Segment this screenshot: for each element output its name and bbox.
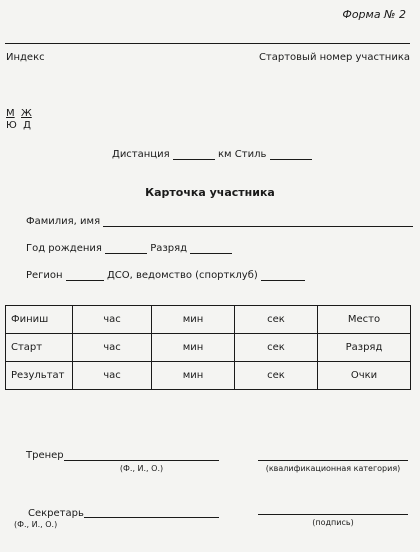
- table-row: [6, 334, 411, 362]
- region-club-row: [26, 270, 305, 281]
- rank-field[interactable]: [190, 243, 232, 254]
- gender-female: Ж: [21, 108, 32, 119]
- qualification-hint: (квалификационная категория): [265, 464, 401, 473]
- row-label-result: Результат: [6, 362, 73, 390]
- row-label-finish: Финиш: [6, 306, 73, 334]
- minutes-cell[interactable]: мин: [152, 334, 235, 362]
- row-label-start: Старт: [6, 334, 73, 362]
- times-table: [5, 305, 411, 390]
- start-number-label: Стартовый номер участника: [258, 52, 410, 63]
- birth-year-label: Год рождения: [26, 243, 102, 254]
- name-row: [26, 216, 413, 227]
- gender-male: М: [6, 108, 15, 119]
- rank-label: Разряд: [150, 243, 188, 254]
- form-number: Форма № 2: [342, 8, 406, 21]
- name-field[interactable]: [103, 216, 413, 227]
- birth-year-field[interactable]: [105, 243, 147, 254]
- rank-cell[interactable]: Разряд: [318, 334, 411, 362]
- place-cell[interactable]: Место: [318, 306, 411, 334]
- coach-label: Тренер: [26, 450, 64, 461]
- minutes-cell[interactable]: мин: [152, 362, 235, 390]
- distance-field[interactable]: [173, 149, 215, 160]
- signature-field[interactable]: [258, 514, 408, 515]
- table-row: [6, 362, 411, 390]
- seconds-cell[interactable]: сек: [235, 306, 318, 334]
- secretary-name-field[interactable]: [84, 517, 219, 518]
- name-label: Фамилия, имя: [26, 216, 101, 227]
- card-title: Карточка участника: [145, 186, 275, 199]
- hours-cell[interactable]: час: [73, 334, 152, 362]
- coach-name-field[interactable]: [64, 460, 219, 461]
- header-rule: [5, 43, 410, 44]
- coach-hint: (Ф., И., О.): [119, 464, 164, 473]
- table-row: [6, 306, 411, 334]
- region-label: Регион: [26, 270, 63, 281]
- seconds-cell[interactable]: сек: [235, 334, 318, 362]
- birth-rank-row: [26, 243, 232, 254]
- distance-row: [112, 149, 312, 160]
- distance-label: Дистанция: [112, 149, 170, 160]
- club-label: ДСО, ведомство (спортклуб): [106, 270, 258, 281]
- region-field[interactable]: [66, 270, 104, 281]
- style-label: Стиль: [234, 149, 267, 160]
- points-cell[interactable]: Очки: [318, 362, 411, 390]
- gender-youth-female: Д: [23, 120, 31, 131]
- gender-youth-male: Ю: [6, 120, 17, 131]
- hours-cell[interactable]: час: [73, 362, 152, 390]
- qualification-field[interactable]: [258, 460, 408, 461]
- style-field[interactable]: [270, 149, 312, 160]
- distance-unit: км: [218, 149, 232, 160]
- hours-cell[interactable]: час: [73, 306, 152, 334]
- minutes-cell[interactable]: мин: [152, 306, 235, 334]
- gender-block: [6, 108, 32, 132]
- seconds-cell[interactable]: сек: [235, 362, 318, 390]
- secretary-hint: (Ф., И., О.): [14, 520, 58, 529]
- signature-hint: (подпись): [312, 518, 354, 527]
- secretary-label: Секретарь: [28, 508, 84, 519]
- index-label: Индекс: [6, 52, 45, 63]
- club-field[interactable]: [261, 270, 305, 281]
